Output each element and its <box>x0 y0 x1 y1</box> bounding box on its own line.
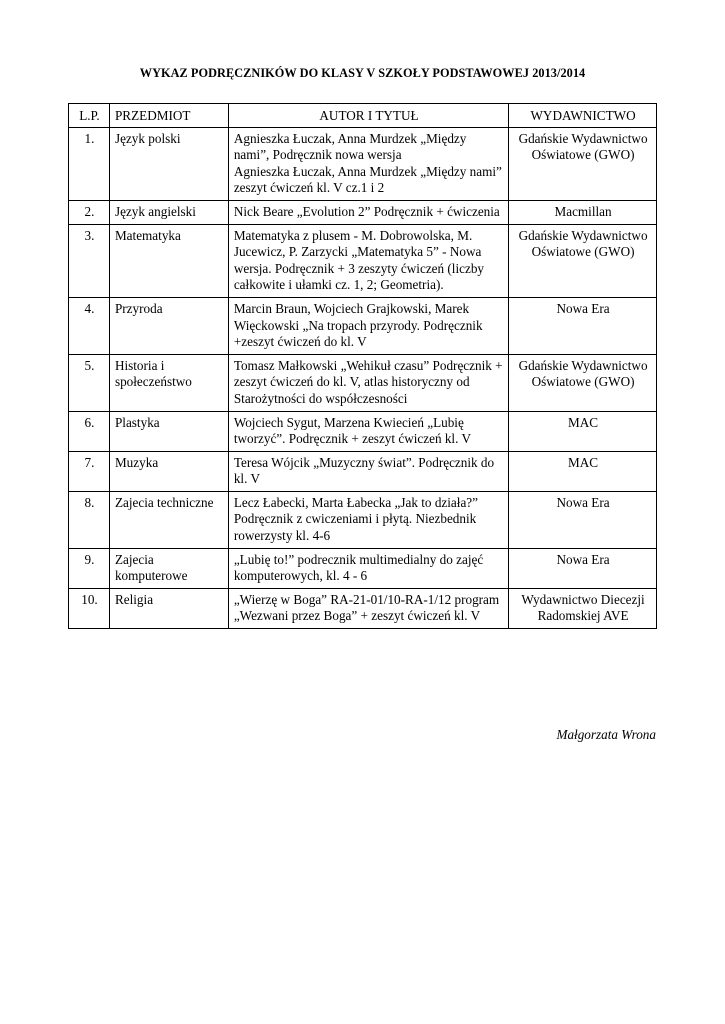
author-title-text: Agnieszka Łuczak, Anna Murdzek „Między nami”, Podręcznik nowa wersja <box>233 130 467 163</box>
author-title-text: Teresa Wójcik „Muzyczny świat”. Podręcznik do kl. V <box>233 454 495 487</box>
cell-publisher: Nowa Era <box>509 548 657 588</box>
table-row <box>69 588 657 628</box>
signature: Małgorzata Wrona <box>556 727 656 742</box>
cell-author <box>228 588 508 628</box>
cell-author <box>228 548 508 588</box>
cell-subject: Historia i społeczeństwo <box>109 354 228 411</box>
page-title: WYKAZ PODRĘCZNIKÓW DO KLASY V SZKOŁY PODSTAWOWEJ 2013/2014 <box>139 66 586 80</box>
cell-publisher: Macmillan <box>509 200 657 224</box>
table-row <box>69 297 657 354</box>
header-lp: L.P. <box>69 104 110 128</box>
cell-publisher: Wydawnictwo Diecezji Radomskiej AVE <box>509 588 657 628</box>
table-row <box>69 200 657 224</box>
author-title-text: Agnieszka Łuczak, Anna Murdzek „Między nami” zeszyt ćwiczeń kl. V cz.1 i 2 <box>233 163 502 196</box>
cell-subject: Język angielski <box>109 200 228 224</box>
cell-author <box>228 200 508 224</box>
cell-lp: 3. <box>69 224 110 297</box>
cell-subject: Muzyka <box>109 451 228 491</box>
cell-subject: Plastyka <box>109 411 228 451</box>
cell-publisher: Gdańskie Wydawnictwo Oświatowe (GWO) <box>509 224 657 297</box>
cell-author <box>228 491 508 548</box>
cell-subject: Zajecia komputerowe <box>109 548 228 588</box>
cell-subject: Język polski <box>109 127 228 200</box>
textbook-table <box>68 103 657 629</box>
author-title-text: Nick Beare „Evolution 2” Podręcznik + ćwiczenia <box>233 203 500 219</box>
table-row <box>69 224 657 297</box>
author-title-text: Marcin Braun, Wojciech Grajkowski, Marek Więckowski „Na tropach przyrody. Podręcznik +zeszyt ćwiczeń do kl. V <box>233 300 483 350</box>
table-row <box>69 354 657 411</box>
author-title-text: Wojciech Sygut, Marzena Kwiecień „Lubię tworzyć”. Podręcznik + zeszyt ćwiczeń kl. V <box>233 414 471 447</box>
table-row <box>69 127 657 200</box>
cell-publisher: Gdańskie Wydawnictwo Oświatowe (GWO) <box>509 127 657 200</box>
cell-author <box>228 354 508 411</box>
cell-subject: Religia <box>109 588 228 628</box>
cell-author <box>228 127 508 200</box>
cell-subject: Matematyka <box>109 224 228 297</box>
cell-author <box>228 297 508 354</box>
author-title-text: „Lubię to!” podrecznik multimedialny do zajęć komputerowych, kl. 4 - 6 <box>233 551 484 584</box>
cell-publisher: MAC <box>509 451 657 491</box>
table-row <box>69 491 657 548</box>
cell-subject: Przyroda <box>109 297 228 354</box>
cell-lp: 8. <box>69 491 110 548</box>
author-title-text: Lecz Łabecki, Marta Łabecka „Jak to działa?” Podręcznik z cwiczeniami i płytą. Niezbednik rowerzysty kl. 4-6 <box>233 494 479 544</box>
cell-author <box>228 224 508 297</box>
cell-lp: 4. <box>69 297 110 354</box>
cell-author <box>228 411 508 451</box>
table-row <box>69 548 657 588</box>
cell-lp: 2. <box>69 200 110 224</box>
cell-lp: 10. <box>69 588 110 628</box>
author-title-text: Matematyka z plusem - M. Dobrowolska, M. Jucewicz, P. Zarzycki „Matematyka 5” - Nowa wersja. Podręcznik + 3 zeszyty ćwiczeń (liczby całkowite i ułamki cz. 1, 2; Geometria). <box>233 227 485 293</box>
author-title-text: „Wierzę w Boga” RA-21-01/10-RA-1/12 program „Wezwani przez Boga” + zeszyt ćwiczeń kl. V <box>233 591 500 624</box>
cell-lp: 7. <box>69 451 110 491</box>
table-body <box>69 127 657 628</box>
cell-lp: 9. <box>69 548 110 588</box>
cell-lp: 6. <box>69 411 110 451</box>
author-title-text: Tomasz Małkowski „Wehikuł czasu” Podręcznik + zeszyt ćwiczeń do kl. V, atlas historyczny od Starożytności do współczesności <box>233 357 503 406</box>
cell-publisher: Gdańskie Wydawnictwo Oświatowe (GWO) <box>509 354 657 411</box>
cell-publisher: MAC <box>509 411 657 451</box>
cell-lp: 5. <box>69 354 110 411</box>
cell-lp: 1. <box>69 127 110 200</box>
cell-publisher: Nowa Era <box>509 297 657 354</box>
cell-author <box>228 451 508 491</box>
table-row <box>69 451 657 491</box>
table-row <box>69 411 657 451</box>
header-subject: PRZEDMIOT <box>109 104 228 128</box>
table-header-row <box>69 104 657 128</box>
cell-subject: Zajecia techniczne <box>109 491 228 548</box>
cell-publisher: Nowa Era <box>509 491 657 548</box>
header-publisher: WYDAWNICTWO <box>509 104 657 128</box>
header-author: AUTOR I TYTUŁ <box>228 104 508 128</box>
